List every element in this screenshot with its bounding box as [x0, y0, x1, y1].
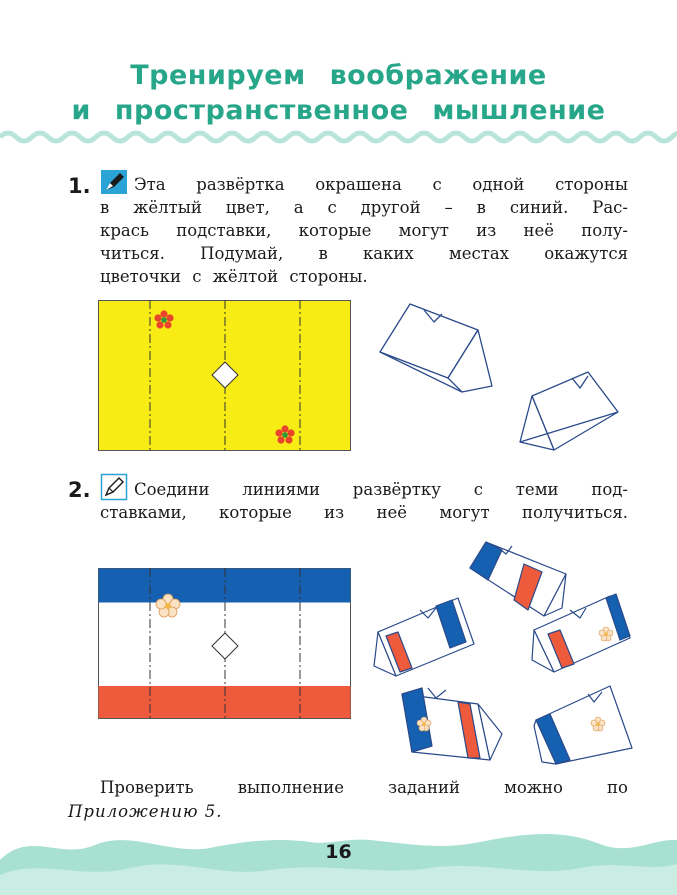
yellow-net-diagram [98, 300, 352, 452]
striped-net-diagram [98, 568, 352, 720]
white-stand-1 [376, 300, 496, 396]
stand-option-4 [398, 680, 508, 766]
page-title-line1: Тренируем воображение [130, 60, 547, 91]
page-number: 16 [325, 841, 352, 863]
task1-line: в жёлтый цвет, а с другой – в синий. Рас- [100, 198, 628, 217]
answer-check-note [68, 776, 628, 824]
task1-line: цветочки с жёлтой стороны. [100, 267, 368, 286]
header-wave-divider [0, 126, 677, 148]
task2-line: Соедини линиями развёртку с теми под- [134, 480, 628, 499]
task2-line: ставками, которые из неё могут получиться. [100, 503, 628, 522]
task1-line: читься. Подумай, в каких местах окажутся [100, 244, 628, 263]
stand-option-3 [530, 590, 634, 676]
white-stand-2 [512, 366, 632, 458]
check-line1: Проверить выполнение заданий можно по [100, 778, 628, 797]
stand-option-2 [370, 596, 480, 680]
task1-line: крась подставки, которые могут из неё полу- [100, 221, 628, 240]
stand-option-5 [530, 682, 640, 768]
task1-number: 1. [68, 174, 91, 198]
task1-line: Эта развёртка окрашена с одной стороны [134, 175, 628, 194]
check-line2: Приложению 5. [68, 802, 223, 821]
task1-text [100, 173, 628, 288]
task2-text [100, 478, 628, 524]
page-title-line2: и пространственное мышление [71, 95, 606, 126]
task2-number: 2. [68, 478, 91, 502]
